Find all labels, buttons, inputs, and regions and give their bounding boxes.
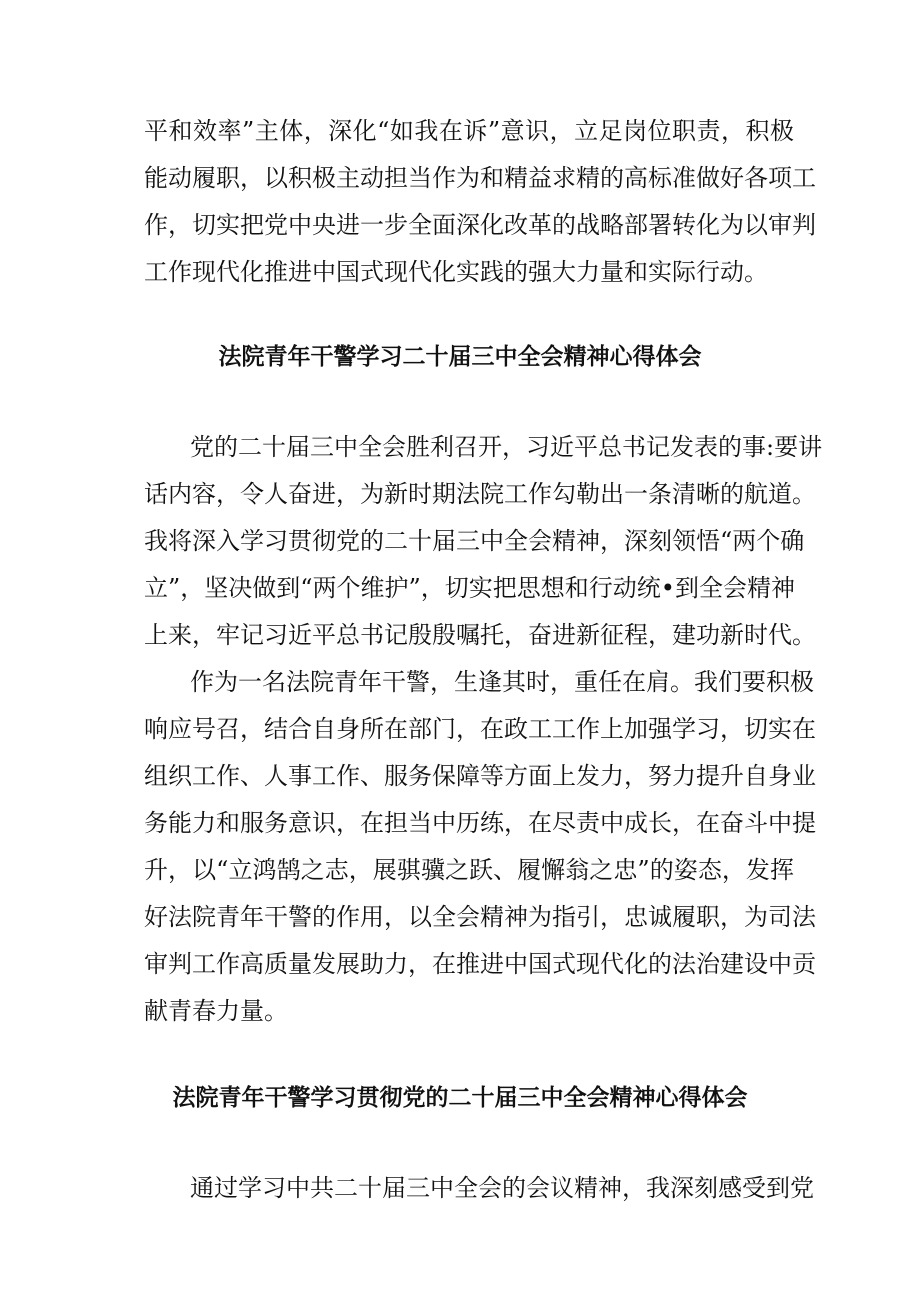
text-line: 好法院青年干警的作用，以全会精神为指引，忠诚履职，为司法 [144, 903, 816, 931]
text-line: 审判工作高质量发展助力，在推进中国式现代化的法治建设中贡 [144, 950, 816, 978]
text-line: 升，以“立鸿鹄之志，展骐骥之跃、履懈翁之忠”的姿态，发挥 [144, 856, 794, 884]
text-line: 我将深入学习贯彻党的二十届三中全会精神，深刻领悟“两个确 [144, 527, 805, 555]
section-title: 法院青年干警学习贯彻党的二十届三中全会精神心得体会 [172, 1085, 748, 1111]
text-line: 作，切实把党中央进一步全面深化改革的战略部署转化为以审判 [144, 211, 816, 239]
text-line: 上来，牢记习近平总书记殷殷嘱托，奋进新征程，建功新时代。 [144, 621, 816, 649]
section-title: 法院青年干警学习二十届三中全会精神心得体会 [218, 344, 702, 370]
text-line: 响应号召，结合自身所在部门，在政工工作上加强学习，切实在 [144, 715, 816, 743]
text-line: 平和效率”主体，深化“如我在诉”意识，立足岗位职责，积极 [144, 117, 794, 145]
text-line: 工作现代化推进中国式现代化实践的强大力量和实际行动。 [144, 258, 768, 286]
text-line: 党的二十届三中全会胜利召开，习近平总书记发表的事:要讲 [190, 433, 823, 461]
text-line: 通过学习中共二十届三中全会的会议精神，我深刻感受到党 [190, 1174, 814, 1202]
text-line: 务能力和服务意识，在担当中历练，在尽责中成长，在奋斗中提 [144, 809, 816, 837]
text-line: 作为一名法院青年干警，生逢其时，重任在肩。我们要积极 [190, 668, 814, 696]
text-line: 献青春力量。 [144, 997, 288, 1025]
text-line: 组织工作、人事工作、服务保障等方面上发力，努力提升自身业 [144, 762, 816, 790]
text-line: 能动履职，以积极主动担当作为和精益求精的高标准做好各项工 [144, 164, 816, 192]
text-line: 话内容，令人奋进，为新时期法院工作勾勒出一条清晰的航道。 [144, 480, 816, 508]
text-line: 立”，坚决做到“两个维护”，切实把思想和行动统•到全会精神 [144, 574, 795, 602]
